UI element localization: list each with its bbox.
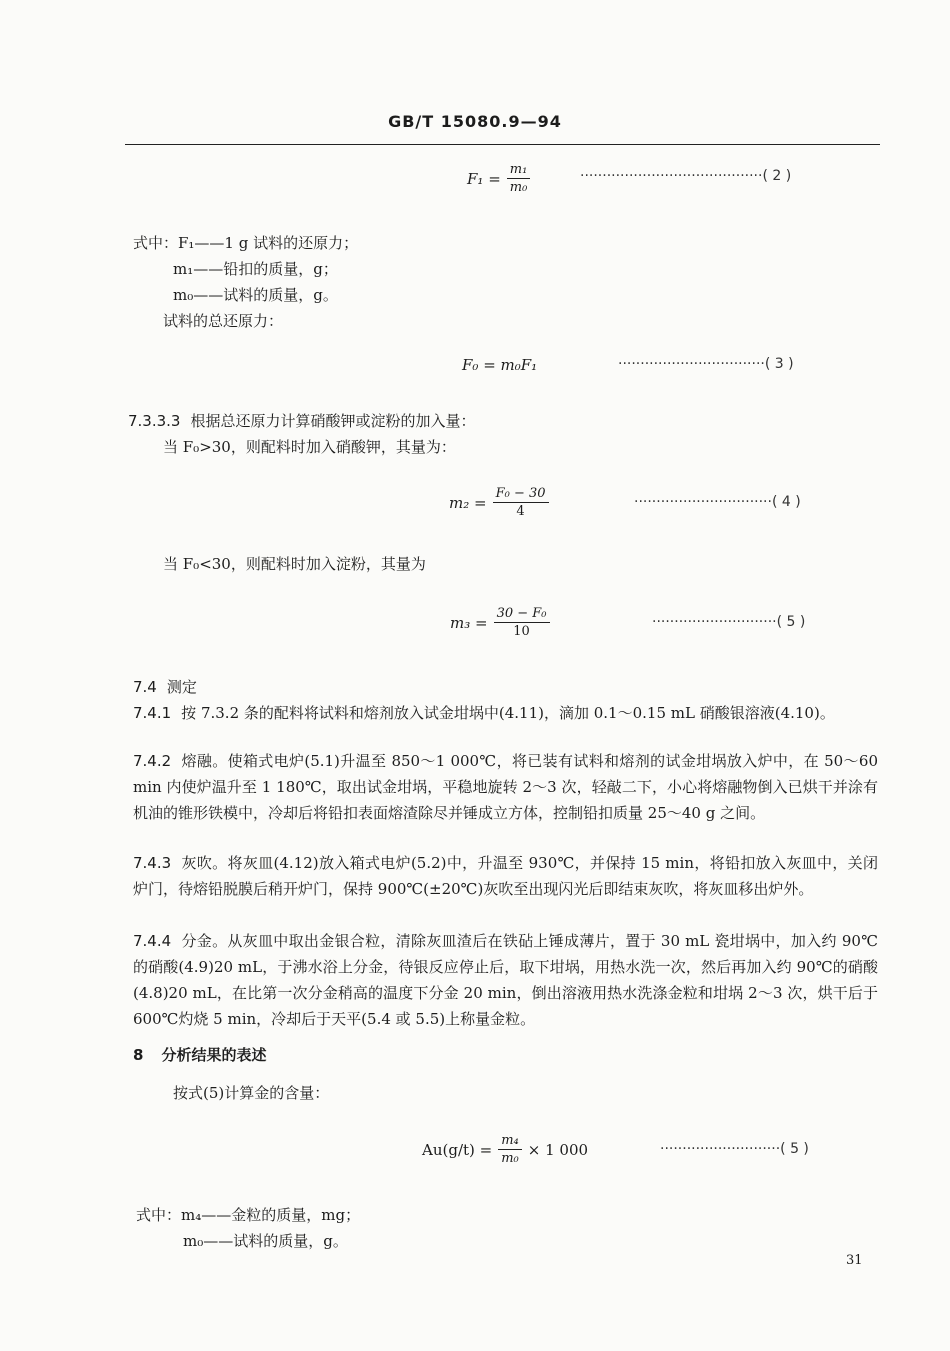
section-7-4 [133, 676, 197, 697]
formula-4-fraction [493, 486, 549, 519]
section-text: 按 7.3.2 条的配料将试料和熔剂放入试金坩埚中(4.11)，滴加 0.1～0.15 mL 硝酸银溶液(4.10)。 [181, 704, 835, 722]
section-text: 分金。从灰皿中取出金银合粒，清除灰皿渣后在铁砧上锤成薄片，置于 30 mL 瓷坩埚中，加入约 90℃的硝酸(4.9)20 mL，于沸水浴上分金，待银反应停止后，取下坩埚，用热水洗一次，然后再加入约 90℃的硝酸(4.8)20 mL，在比第一次分金稍高的温度下分金 20 min，倒出溶液用热水洗涤金粒和坩埚 2～3 次，烘干后于 600℃灼烧 5 min，冷却后于天平(5.4 或 5.5)上称量金粒。 [133, 932, 878, 1028]
where-m0-line: m₀——试料的质量，g。 [173, 286, 338, 304]
section-title: 分析结果的表述 [161, 1046, 267, 1064]
formula-3 [462, 356, 537, 374]
formula-3-expression: F₀ = m₀F₁ [462, 356, 538, 374]
formula-5-starch-lhs: m₃ = [450, 613, 488, 632]
formula-5-starch [450, 606, 550, 639]
formula-4-numerator: F₀ − 30 [493, 486, 549, 503]
formula-5-gold-numerator: m₄ [498, 1133, 522, 1150]
leader-dots: ··························· [660, 1141, 781, 1157]
formula-2-denominator: m₀ [509, 180, 528, 195]
section-title: 测定 [166, 678, 197, 696]
formula-5-gold-rhs: × 1 000 [527, 1140, 589, 1159]
formula-5-starch-numerator: 30 − F₀ [494, 606, 550, 623]
formula-4-denominator: 4 [516, 504, 525, 519]
section-text: 熔融。使箱式电炉(5.1)升温至 850～1 000℃，将已装有试料和熔剂的试金坩埚放入炉中，在 50～60 min 内使炉温升至 1 180℃，取出试金坩埚，平稳地旋转 2～3 次，轻敲二下，小心将熔融物倒入已烘干并涂有机油的锥形铁模中，冷却后将铅扣表面熔渣除尽并锤成立方体，控制铅扣质量 25～40 g 之间。 [133, 752, 878, 822]
section-number: 7.3.3.3 [128, 412, 181, 430]
formula-2 [467, 162, 530, 195]
formula-5-gold [422, 1133, 588, 1166]
section-8-heading [133, 1044, 266, 1065]
equation-number-5-starch-label: ( 5 ) [776, 614, 806, 630]
section-7-3-3-3 [128, 410, 476, 431]
equation-number-2-label: ( 2 ) [762, 168, 792, 184]
where-m1-line: m₁——铅扣的质量，g； [173, 260, 338, 278]
formula-5-gold-fraction [498, 1133, 522, 1166]
standard-code-header: GB/T 15080.9—94 [388, 112, 562, 131]
total-reducing-power-label: 试料的总还原力： [163, 312, 284, 330]
where-m0-line-2: m₀——试料的质量，g。 [183, 1232, 348, 1250]
section-number: 7.4.3 [133, 854, 172, 872]
equation-number-3-label: ( 3 ) [764, 356, 794, 372]
section-number: 7.4.2 [133, 752, 172, 770]
where-f1-line: 式中：F₁——1 g 试料的还原力； [133, 234, 359, 252]
section-8-intro: 按式(5)计算金的含量： [173, 1084, 330, 1102]
equation-number-4 [634, 494, 874, 510]
formula-4-lhs: m₂ = [449, 493, 487, 512]
page-number: 31 [846, 1253, 863, 1268]
leader-dots: ········································· [580, 168, 763, 184]
formula-2-lhs: F₁ = [467, 169, 501, 188]
leader-dots: ······························· [634, 494, 772, 510]
section-7-4-3 [133, 850, 878, 902]
equation-number-4-label: ( 4 ) [771, 494, 801, 510]
equation-number-5-gold [660, 1141, 878, 1157]
equation-number-5-gold-label: ( 5 ) [780, 1141, 809, 1157]
formula-5-starch-denominator: 10 [513, 624, 530, 639]
formula-2-numerator: m₁ [507, 162, 531, 179]
equation-number-5-starch [652, 614, 874, 630]
section-text: 根据总还原力计算硝酸钾或淀粉的加入量： [190, 412, 476, 430]
section-text: 灰吹。将灰皿(4.12)放入箱式电炉(5.2)中，升温至 930℃，并保持 15 min，将铅扣放入灰皿中，关闭炉门，待熔铅脱膜后稍开炉门，保持 900℃(±20℃)灰吹至出现闪光后即结束灰吹，将灰皿移出炉外。 [133, 854, 878, 898]
leader-dots: ···························· [652, 614, 777, 630]
formula-5-starch-fraction [494, 606, 550, 639]
section-7-4-1 [133, 700, 878, 726]
equation-number-3 [618, 356, 873, 372]
formula-2-fraction [507, 162, 531, 195]
condition-greater-than-30: 当 F₀>30，则配料时加入硝酸钾，其量为： [163, 438, 456, 456]
formula-4 [449, 486, 549, 519]
leader-dots: ································· [618, 356, 765, 372]
header-rule [125, 144, 880, 145]
equation-number-2 [580, 168, 870, 184]
formula-5-gold-lhs: Au(g/t) = [422, 1140, 493, 1159]
section-number: 7.4.1 [133, 704, 172, 722]
section-7-4-2 [133, 748, 878, 826]
section-number: 8 [133, 1046, 144, 1064]
condition-less-than-30: 当 F₀<30，则配料时加入淀粉，其量为 [163, 555, 426, 573]
section-7-4-4 [133, 928, 878, 1032]
formula-5-gold-denominator: m₀ [501, 1151, 519, 1166]
where-m4-line: 式中：m₄——金粒的质量，mg； [136, 1206, 361, 1224]
section-number: 7.4.4 [133, 932, 172, 950]
section-number: 7.4 [133, 678, 157, 696]
